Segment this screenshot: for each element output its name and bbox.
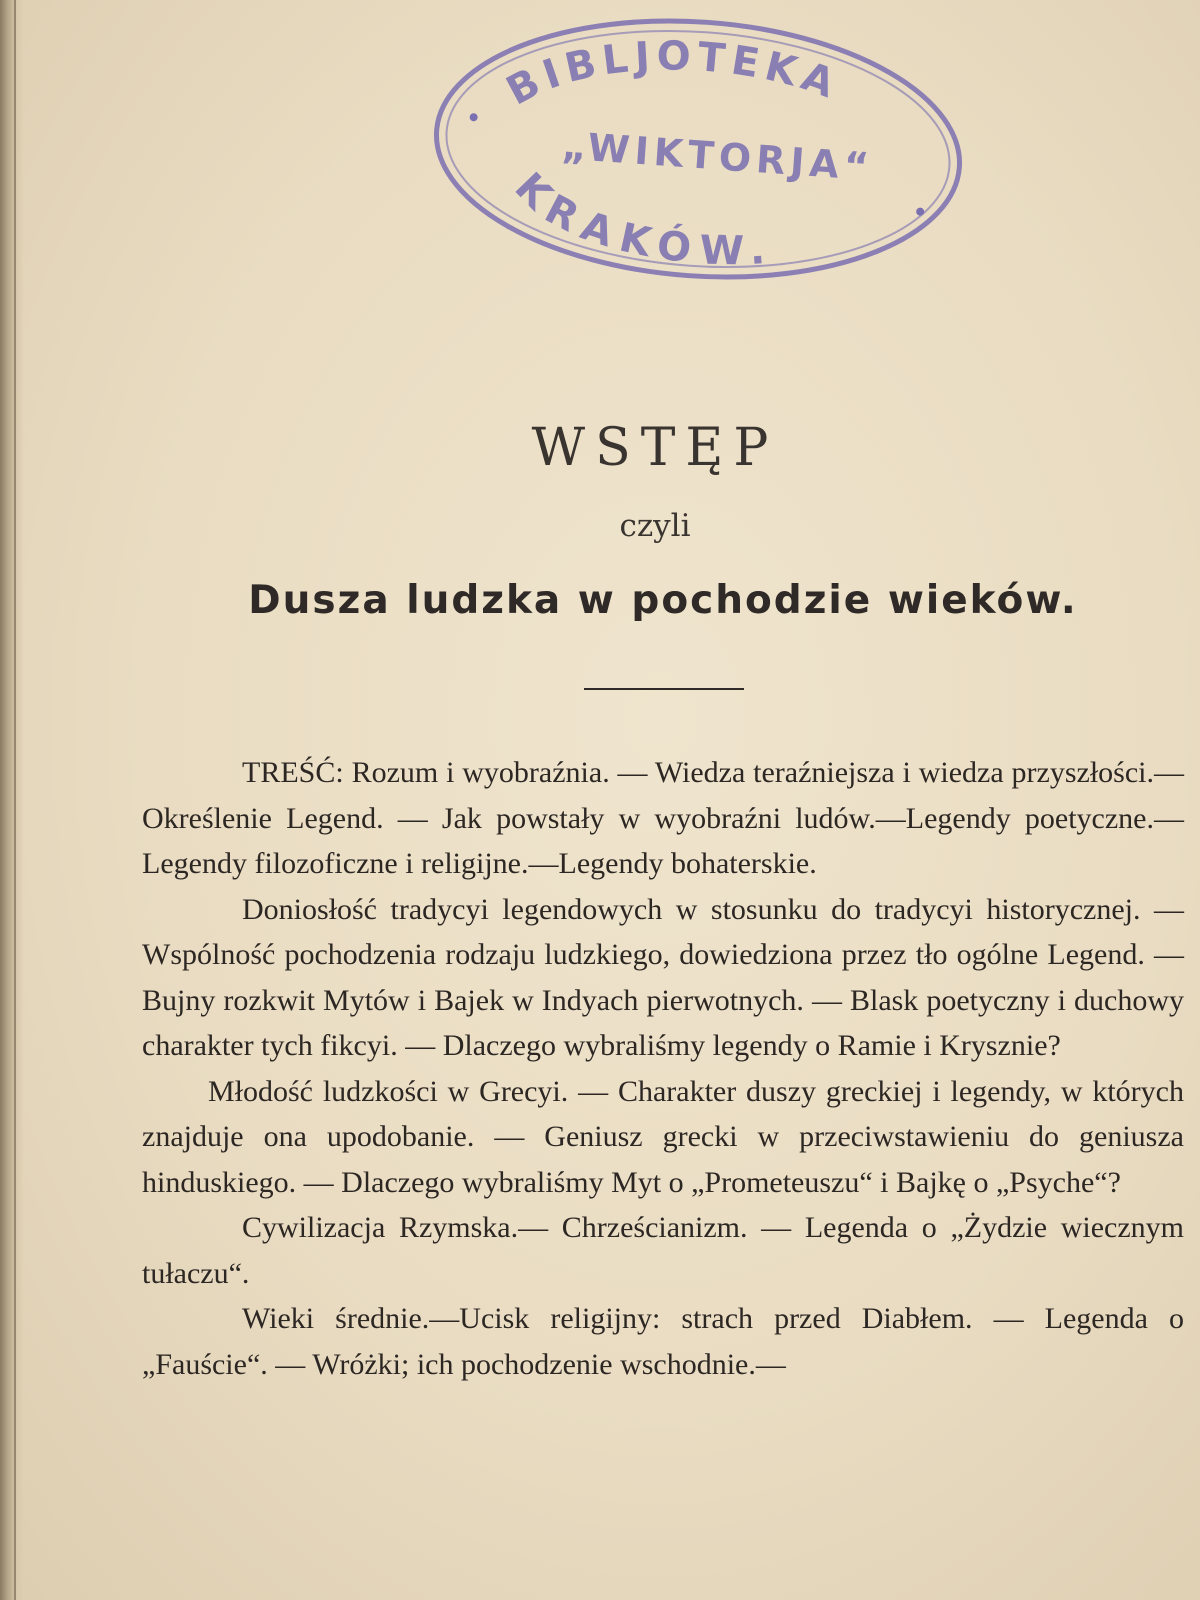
contents-paragraph-1 <box>142 750 1184 887</box>
chapter-title: WSTĘP <box>531 418 779 478</box>
gutter-edge <box>14 0 16 1600</box>
contents-paragraph-3: Młodość ludzkości w Grecyi. — Charakter duszy greckiej i legendy, w których znajduje ona upodobanie. — Geniusz grecki w przeciwstawieniu do geniusza hinduskiego. — Dlaczego wybraliśmy Myt o „Prometeuszu“ i Bajkę o „Psyche“? <box>142 1074 1184 1199</box>
chapter-subtitle: Dusza ludzka w pochodzie wieków. <box>248 578 1078 623</box>
heading-divider <box>584 688 744 690</box>
contents-paragraph-4: Cywilizacja Rzymska.— Chrześcianizm. — Legenda o „Żydzie wiecznym tułaczu“. <box>142 1211 1184 1290</box>
contents-text <box>142 750 1184 1387</box>
stamp-line-2: „WIKTORJA“ <box>560 123 876 190</box>
stamp-line-3: KRAKÓW. <box>505 164 777 275</box>
stamp-line-1: BIBLJOTEKA <box>499 33 846 115</box>
contents-paragraph-5: Wieki średnie.—Ucisk religijny: strach przed Diabłem. — Legenda o „Fauście“. — Wróżki; ich pochodzenie wschodnie.— <box>142 1302 1184 1381</box>
contents-label: TREŚĆ: <box>242 756 344 789</box>
book-gutter <box>0 0 24 1600</box>
contents-paragraph-2: Doniosłość tradycyi legendowych w stosunku do tradycyi historycznej. — Wspólność pochodzenia rodzaju ludzkiego, dowiedziona przez tło ogólne Legend. — Bujny rozkwit Mytów i Bajek w Indyach pierwotnych. — Blask poetyczny i duchowy charakter tych fikcyi. — Dlaczego wybraliśmy legendy o Ramie i Krysznie? <box>142 892 1184 1062</box>
paragraph-text: Rozum i wyobraźnia. — Wiedza teraźniejsza i wiedza przyszłości.—Określenie Legend. — Jak powstały w wyobraźni ludów.—Legendy poetyczne.—Legendy filozoficzne i religijne.—Legendy bohaterskie. <box>142 756 1184 880</box>
title-connector: czyli <box>619 508 691 544</box>
library-stamp <box>424 0 973 298</box>
